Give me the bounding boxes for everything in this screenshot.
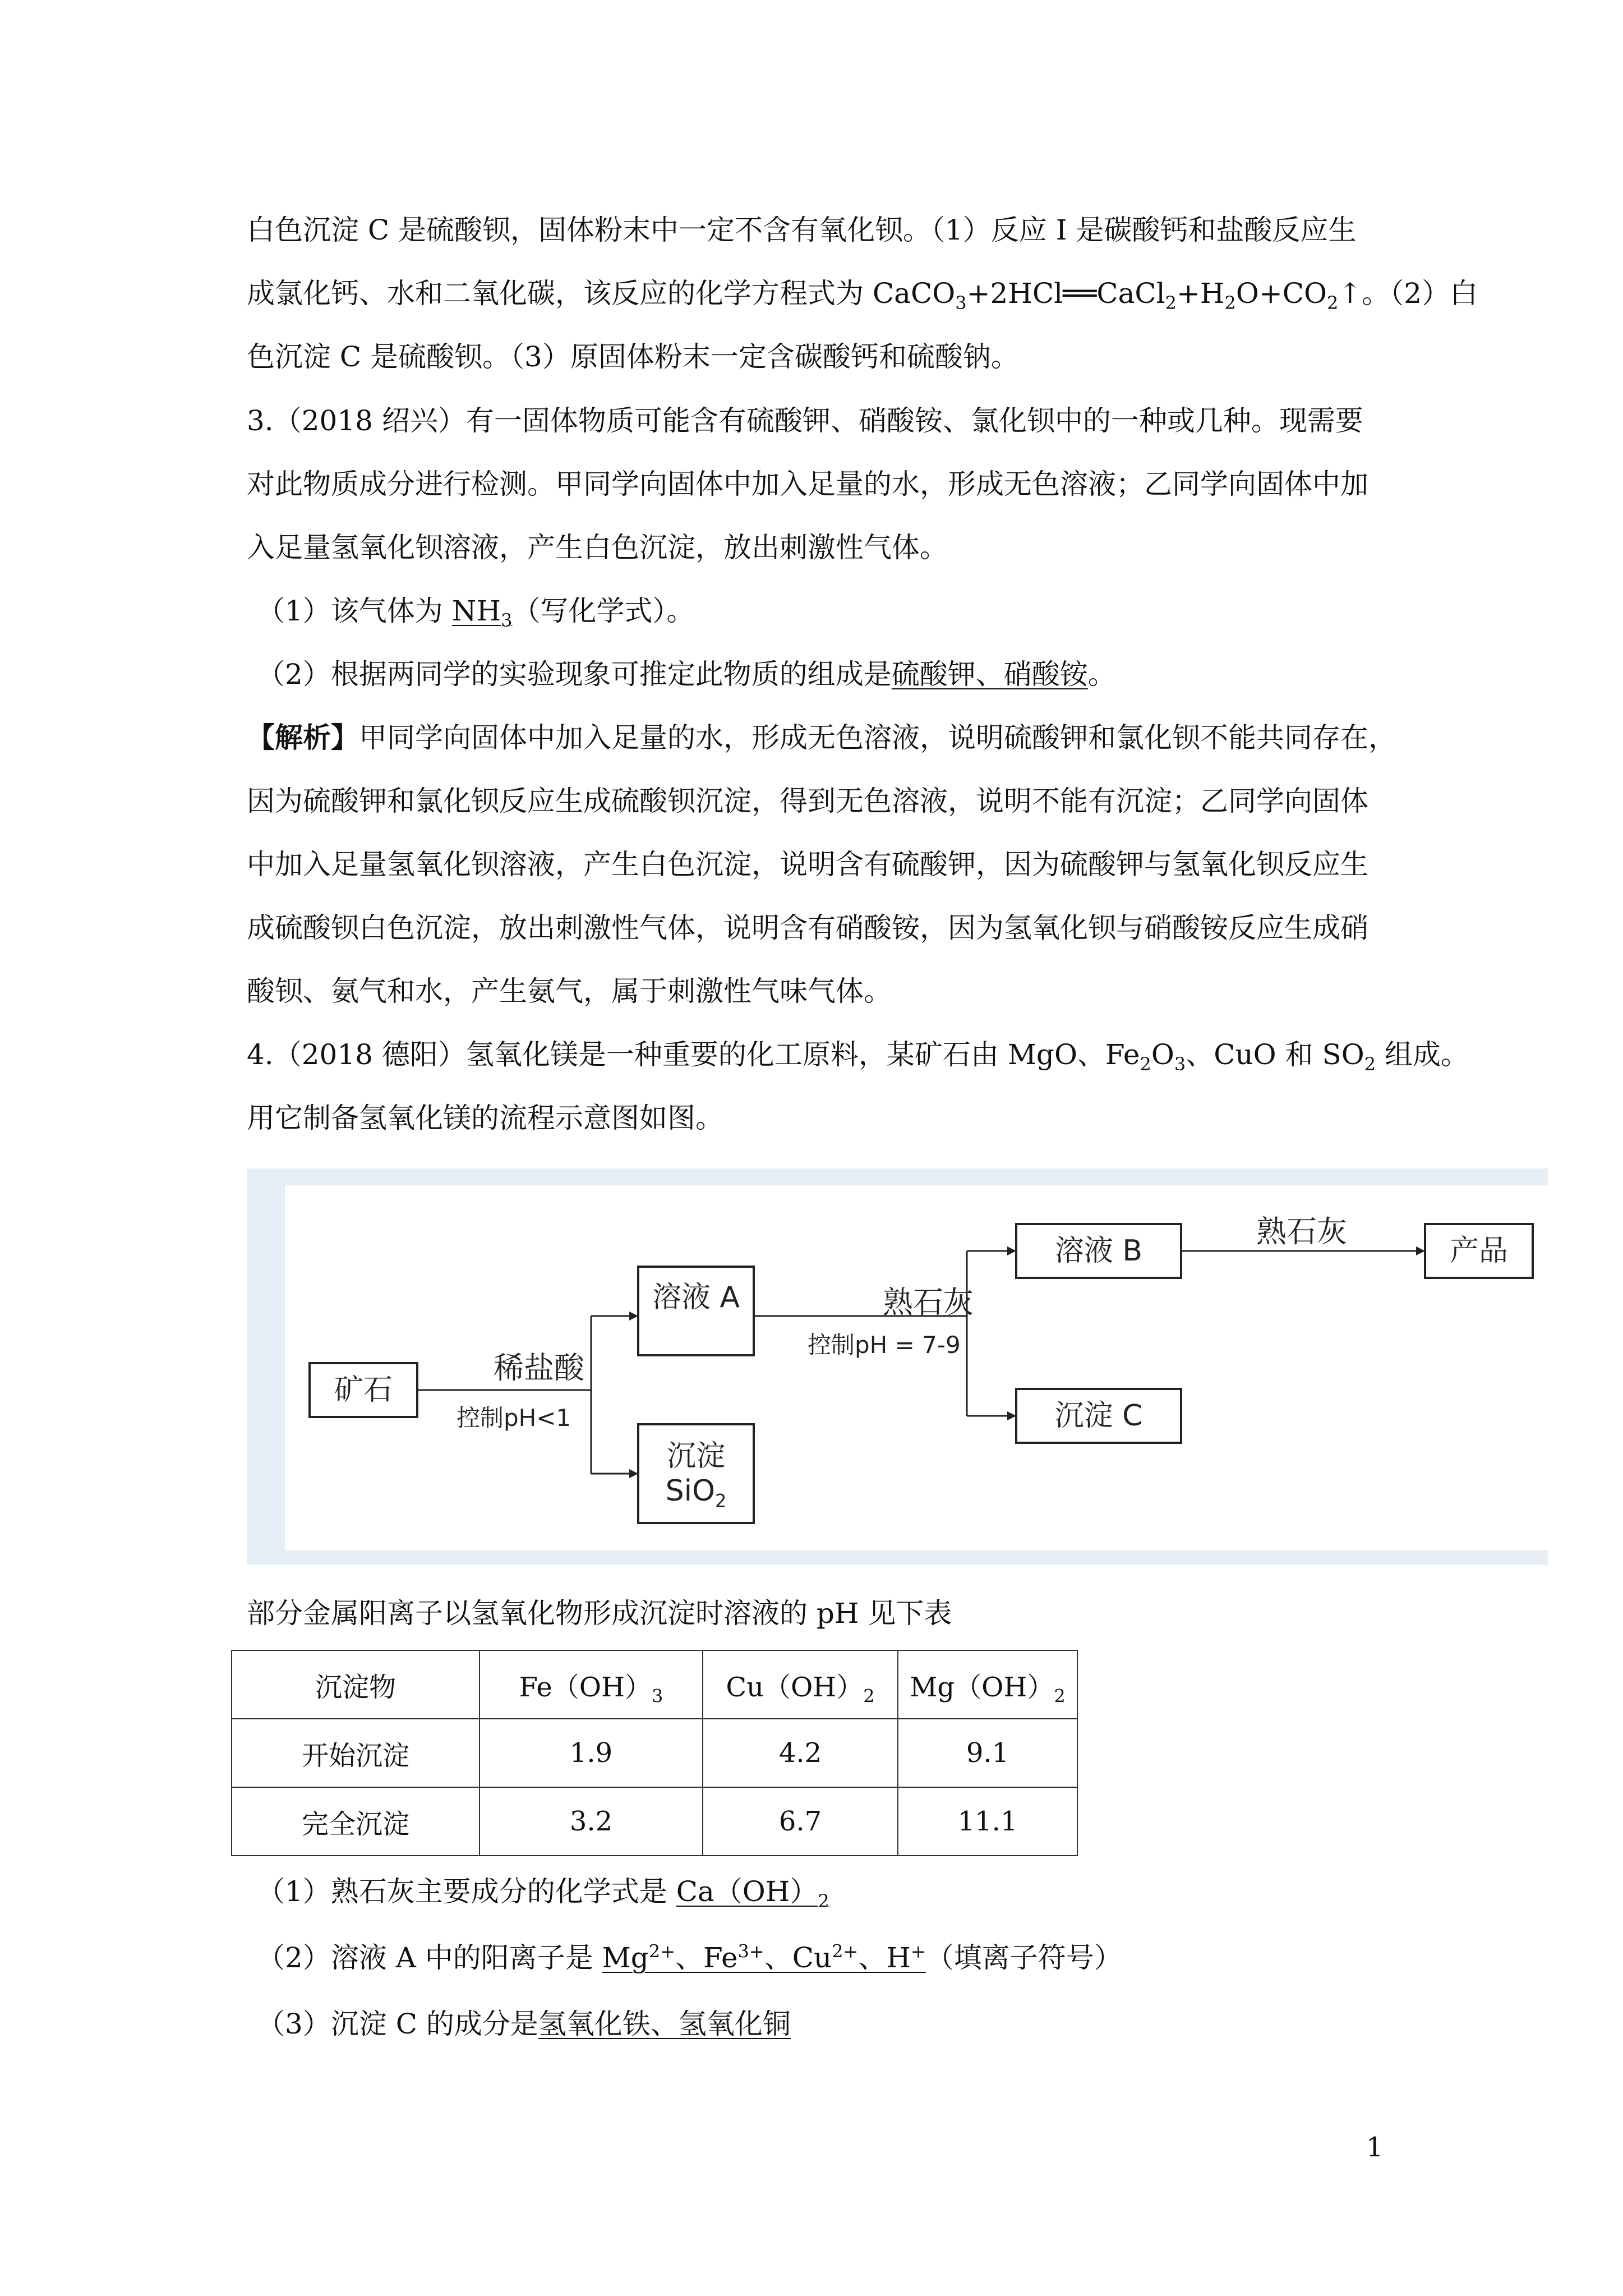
- analysis-line: 酸钡、氨气和水，产生氨气，属于刺激性气味气体。: [247, 975, 892, 1007]
- table-row: [232, 1650, 1077, 1719]
- table-cell: 9.1: [898, 1719, 1077, 1787]
- slaked-lime-label-2: 熟石灰: [1256, 1214, 1347, 1249]
- question-4-sub-1: （1）熟石灰主要成分的化学式是 $Ca(OH)_2$: [257, 1875, 829, 1912]
- precipitate-c-box: 沉淀 C: [1015, 1388, 1182, 1444]
- analysis-line: 中加入足量氢氧化钡溶液，产生白色沉淀，说明含有硫酸钾，因为硫酸钾与氢氧化钡反应生: [247, 848, 1368, 881]
- answer-underline: $Ca(OH)_2$: [676, 1875, 829, 1912]
- acid-condition-label: 控制pH<1: [457, 1404, 571, 1432]
- diagram-canvas: [285, 1185, 1548, 1550]
- table-cell: 3.2: [479, 1787, 703, 1856]
- question-3-stem: 3.（2018 绍兴）有一固体物质可能含有硫酸钾、硝酸铵、氯化钡中的一种或几种。现需要: [247, 404, 1363, 437]
- text-line: 入足量氢氧化钡溶液，产生白色沉淀，放出刺激性气体。: [247, 531, 948, 564]
- analysis-line: 成硫酸钡白色沉淀，放出刺激性气体，说明含有硝酸铵，因为氢氧化钡与硝酸铵反应生成硝: [247, 912, 1368, 944]
- question-4-sub-2: （2）溶液 A 中的阳离子是 $Mg^{2+}$、$Fe^{3+}$、$Cu^{2+}$、H+（填离子符号）: [257, 1940, 1122, 1974]
- table-row: [232, 1787, 1077, 1856]
- table-cell: 开始沉淀: [232, 1719, 479, 1787]
- question-4-stem: 4.（2018 德阳）氢氧化镁是一种重要的化工原料，某矿石由 MgO、$Fe_2O_3$、CuO 和 $SO_2$ 组成。: [247, 1038, 1469, 1075]
- question-3-sub-1: （1）该气体为 $NH_3$（写化学式）。: [257, 595, 695, 631]
- table-cell: 完全沉淀: [232, 1787, 479, 1856]
- product-box: 产品: [1424, 1223, 1534, 1279]
- ph-table: [231, 1650, 1078, 1856]
- table-cell: 6.7: [703, 1787, 898, 1856]
- table-cell: 11.1: [898, 1787, 1077, 1856]
- question-3-sub-2: （2）根据两同学的实验现象可推定此物质的组成是硫酸钾、硝酸铵。: [257, 658, 1116, 691]
- table-cell: 1.9: [479, 1719, 703, 1787]
- table-row: [232, 1719, 1077, 1787]
- table-header-cell: 沉淀物: [232, 1650, 479, 1719]
- acid-label: 稀盐酸: [494, 1350, 584, 1386]
- table-intro: 部分金属阳离子以氢氧化物形成沉淀时溶液的 pH 见下表: [247, 1597, 952, 1630]
- flow-diagram: [247, 1168, 1548, 1565]
- ore-box: 矿石: [308, 1362, 418, 1418]
- solution-a-box: 溶液 A: [637, 1266, 755, 1356]
- table-header-cell: $Mg(OH)_2$: [898, 1650, 1077, 1719]
- solution-b-box: 溶液 B: [1015, 1223, 1182, 1279]
- text-line: 白色沉淀 C 是硫酸钡，固体粉末中一定不含有氧化钡。（1）反应 I 是碳酸钙和盐酸反应生: [247, 214, 1357, 246]
- flow-arrows: [285, 1185, 1548, 1550]
- page-number: 1: [1366, 2132, 1384, 2163]
- table-cell: 4.2: [703, 1719, 898, 1787]
- text-line: 成氯化钙、水和二氧化碳，该反应的化学方程式为 $CaCO_3+2HCl══CaCl_2+H_2O+CO_2↑$。（2）白: [247, 277, 1478, 314]
- table-header-cell: $Cu(OH)_2$: [703, 1650, 898, 1719]
- text-line: 色沉淀 C 是硫酸钡。（3）原固体粉末一定含碳酸钙和硫酸钠。: [247, 341, 1019, 373]
- slaked-lime-label: 熟石灰: [883, 1285, 974, 1320]
- table-header-cell: $Fe(OH)_3$: [479, 1650, 703, 1719]
- answer-underline: $Mg^{2+}$、$Fe^{3+}$、$Cu^{2+}$、H+: [602, 1940, 926, 1974]
- question-4-sub-3: （3）沉淀 C 的成分是氢氧化铁、氢氧化铜: [257, 2008, 791, 2040]
- text-line: 对此物质成分进行检测。甲同学向固体中加入足量的水，形成无色溶液；乙同学向固体中加: [247, 468, 1368, 500]
- answer-underline: 氢氧化铁、氢氧化铜: [538, 2008, 791, 2040]
- analysis-line: 【解析】甲同学向固体中加入足量的水，形成无色溶液，说明硫酸钾和氯化钡不能共同存在，: [247, 721, 1396, 754]
- ph-condition-label: 控制pH = 7-9: [808, 1331, 961, 1359]
- analysis-line: 因为硫酸钾和氯化钡反应生成硫酸钡沉淀，得到无色溶液，说明不能有沉淀；乙同学向固体: [247, 785, 1368, 817]
- answer-underline: 硫酸钾、硝酸铵: [891, 658, 1088, 691]
- precipitate-sio2-box: 沉淀 SiO$_2$: [637, 1423, 755, 1524]
- text-line: 用它制备氢氧化镁的流程示意图如图。: [247, 1102, 723, 1134]
- answer-underline: $NH_3$: [451, 595, 513, 631]
